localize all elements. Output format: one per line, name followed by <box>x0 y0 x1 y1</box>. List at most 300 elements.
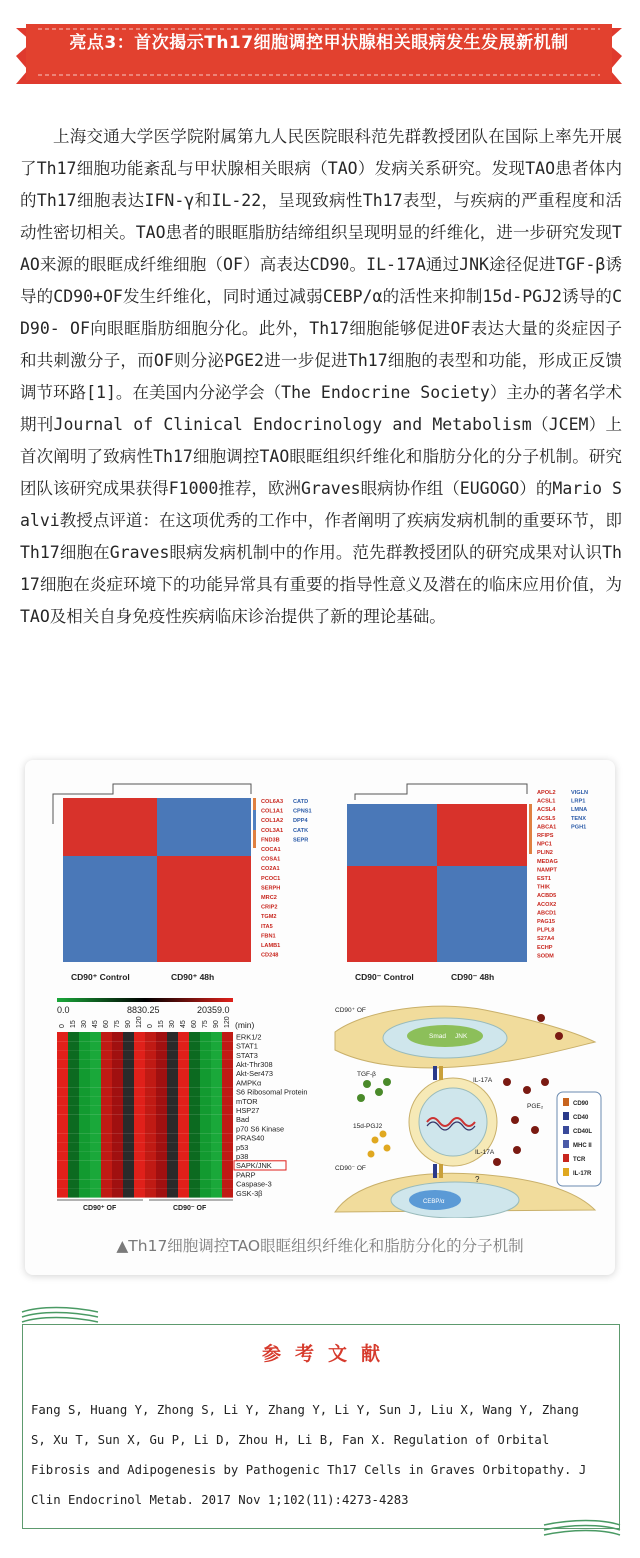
gene-label: ACSL1 <box>537 798 556 805</box>
heatmap-cell <box>222 1032 233 1041</box>
protein-label: p38 <box>236 1152 249 1161</box>
heatmap-cell <box>90 1179 101 1188</box>
protein-label: Bad <box>236 1115 250 1125</box>
heatmap-cell <box>189 1115 200 1124</box>
heatmap-cell <box>211 1124 222 1133</box>
heatmap-cell <box>90 1032 101 1041</box>
heatmap-cell <box>101 1161 112 1170</box>
heatmap-cell <box>156 1124 167 1133</box>
gene-label: PAG15 <box>537 919 555 925</box>
heatmap-cell <box>79 1032 90 1041</box>
section-banner <box>16 22 622 88</box>
heatmap-cell <box>79 1069 90 1078</box>
gene-label: ACOX2 <box>537 901 557 908</box>
time-label: 30 <box>169 1020 176 1028</box>
heatmap-cell <box>112 1060 123 1069</box>
heatmap-cell <box>134 1050 145 1059</box>
heatmap-cell <box>79 1142 90 1151</box>
heatmap-cell <box>101 1050 112 1059</box>
heatmap-cell <box>101 1188 112 1197</box>
heatmap-cell <box>134 1115 145 1124</box>
protein-label: SAPK/JNK <box>236 1161 272 1171</box>
heatmap-cell <box>90 1115 101 1124</box>
gene-label: LMNA <box>571 807 588 814</box>
heatmap-cell <box>200 1133 211 1142</box>
heatmap-cell <box>68 1060 79 1069</box>
legend-swatch <box>563 1154 569 1162</box>
heatmap-cell <box>79 1078 90 1087</box>
heatmap-cell <box>211 1170 222 1179</box>
heatmap-cell <box>101 1115 112 1124</box>
time-label: 45 <box>92 1020 99 1028</box>
gene-label: APOL2 <box>537 790 556 796</box>
heatmap-cell <box>156 1060 167 1069</box>
heatmap-cell <box>68 1124 79 1133</box>
heatmap-cell <box>167 1041 178 1050</box>
legend-swatch <box>563 1126 569 1134</box>
heatmap-cell <box>68 1069 79 1078</box>
heatmap-cell <box>79 1087 90 1096</box>
time-label: 90 <box>213 1020 220 1028</box>
heatmap-cell <box>134 1170 145 1179</box>
heatmap-cell <box>134 1078 145 1087</box>
heatmap-cell <box>57 1050 68 1059</box>
legend-label: MHC II <box>573 1143 592 1149</box>
heatmap-cell <box>134 1161 145 1170</box>
legend-swatch <box>563 1098 569 1106</box>
heatmap-cell <box>189 1133 200 1142</box>
gene-label: CATD <box>293 799 309 805</box>
heatmap-cell <box>167 1060 178 1069</box>
time-label: 60 <box>103 1020 110 1028</box>
heatmap-cell <box>123 1032 134 1041</box>
gene-label: FND3B <box>261 837 280 844</box>
heatmap-cell <box>112 1152 123 1161</box>
gene-label: RFIPS <box>537 833 554 839</box>
heatmap-cell <box>101 1096 112 1105</box>
heatmap-cell <box>178 1087 189 1096</box>
heatmap-cell <box>90 1069 101 1078</box>
legend-swatch <box>563 1112 569 1120</box>
heatmap-cell <box>200 1060 211 1069</box>
heatmap-cell <box>200 1087 211 1096</box>
heatmap-cell <box>112 1087 123 1096</box>
heatmap-cell <box>145 1161 156 1170</box>
heatmap-cell <box>57 1124 68 1133</box>
heatmap-cell <box>178 1133 189 1142</box>
heatmap-cell <box>134 1133 145 1142</box>
heatmap-cell <box>200 1124 211 1133</box>
heatmap-cell <box>112 1096 123 1105</box>
heatmap-cell <box>123 1078 134 1087</box>
protein-label: GSK-3β <box>236 1188 263 1198</box>
heatmap-cell <box>134 1179 145 1188</box>
heatmap-cell <box>112 1032 123 1041</box>
heatmap-cell <box>189 1188 200 1197</box>
heatmap-cell <box>211 1188 222 1197</box>
heatmap-cell <box>222 1087 233 1096</box>
time-label: 45 <box>180 1020 187 1028</box>
heatmap-cell <box>211 1096 222 1105</box>
heatmap-cell <box>222 1161 233 1170</box>
heatmap-cell <box>68 1161 79 1170</box>
heatmap-cell <box>123 1179 134 1188</box>
heatmap-cell <box>178 1161 189 1170</box>
heatmap-cell <box>134 1087 145 1096</box>
heatmap-cell <box>156 1170 167 1179</box>
gene-label: NAMPT <box>537 867 557 874</box>
heatmap-cell <box>200 1161 211 1170</box>
heatmap-cell <box>68 1050 79 1059</box>
heatmap-cell <box>134 1152 145 1161</box>
heatmap-cell <box>79 1041 90 1050</box>
heatmap-cell <box>123 1124 134 1133</box>
heatmap-cell <box>145 1133 156 1142</box>
heatmap-cell <box>79 1096 90 1105</box>
gene-label: COL1A2 <box>261 818 284 825</box>
heatmap-cell <box>79 1124 90 1133</box>
heatmap-cell <box>156 1152 167 1161</box>
heatmap-cell <box>79 1179 90 1188</box>
heatmap-cell <box>189 1161 200 1170</box>
heatmap-cell <box>101 1152 112 1161</box>
legend-swatch <box>563 1168 569 1176</box>
gene-label: COL1A1 <box>261 808 284 815</box>
heatmap-cell <box>134 1188 145 1197</box>
heatmap-cell <box>68 1087 79 1096</box>
heatmap-cell <box>112 1041 123 1050</box>
time-label: 15 <box>158 1020 165 1028</box>
heatmap-cell <box>211 1069 222 1078</box>
heatmap-cell <box>211 1078 222 1087</box>
heatmap-cell <box>57 1188 68 1197</box>
heatmap-cell <box>222 1096 233 1105</box>
heatmap-cell <box>200 1078 211 1087</box>
heatmap-cell <box>57 1142 68 1151</box>
gene-label: CRIP2 <box>261 904 278 911</box>
heatmap-cell <box>112 1124 123 1133</box>
gene-label: ACBD5 <box>537 893 557 900</box>
heatmap-cell <box>200 1188 211 1197</box>
heatmap-cell <box>189 1032 200 1041</box>
gene-label: PCOC1 <box>261 875 281 882</box>
gene-label: MEDAG <box>537 858 558 865</box>
heatmap-cell <box>156 1133 167 1142</box>
heatmap-cell <box>167 1115 178 1124</box>
heatmap-cell <box>189 1069 200 1078</box>
gene-label: COCA1 <box>261 847 281 853</box>
gene-label: LAMB1 <box>261 943 281 949</box>
heatmap-cell <box>222 1078 233 1087</box>
heatmap-cell <box>189 1050 200 1059</box>
protein-label: STAT1 <box>236 1041 258 1051</box>
heatmap-cell <box>79 1133 90 1142</box>
gene-label: PLIN2 <box>537 850 553 857</box>
heatmap-cell <box>101 1078 112 1087</box>
heatmap-cell <box>200 1032 211 1041</box>
heatmap-cell <box>189 1078 200 1087</box>
heatmap-cell <box>68 1106 79 1115</box>
heatmap-cell <box>112 1179 123 1188</box>
heatmap-cell <box>156 1106 167 1115</box>
time-label: 15 <box>70 1020 77 1028</box>
gene-label: SEPR <box>293 837 309 844</box>
figure-caption: ▲Th17细胞调控TAO眼眶组织纤维化和脂肪分化的分子机制 <box>116 1237 524 1255</box>
gene-label: ECHP <box>537 944 553 951</box>
smad-label: Smad <box>429 1033 446 1040</box>
heatmap-cell <box>200 1152 211 1161</box>
heatmap-cell <box>189 1041 200 1050</box>
heatmap-cell <box>167 1133 178 1142</box>
heatmap-cell <box>145 1142 156 1151</box>
figure-image <box>35 770 605 1218</box>
heatmap-cell <box>189 1179 200 1188</box>
heatmap-cell <box>189 1096 200 1105</box>
heatmap-cell <box>57 1133 68 1142</box>
protein-label: Akt-Thr308 <box>236 1060 273 1069</box>
heatmap-cell <box>68 1041 79 1050</box>
heatmap-cell <box>178 1078 189 1087</box>
gene-label: DPP4 <box>293 818 308 825</box>
heatmap-cell <box>222 1069 233 1078</box>
gene-label: ITA5 <box>261 923 273 930</box>
heatmap-cell <box>134 1032 145 1041</box>
legend-label: IL-17R <box>573 1171 592 1177</box>
heatmap-cell <box>222 1188 233 1197</box>
heatmap-cell <box>167 1124 178 1133</box>
gene-label: S27A4 <box>537 936 555 943</box>
protein-label: PRAS40 <box>236 1133 265 1143</box>
references-title: 参考文献 <box>261 1343 394 1365</box>
heatmap-cell <box>112 1069 123 1078</box>
ornament-bottom-right <box>542 1519 622 1541</box>
heatmap-cell <box>79 1050 90 1059</box>
il17a-label-1: IL-17A <box>473 1077 493 1084</box>
heatmap-cell <box>68 1115 79 1124</box>
heatmap-cell <box>178 1096 189 1105</box>
protein-label: PARP <box>236 1170 256 1180</box>
heatmap-cell <box>200 1115 211 1124</box>
figure-card <box>25 760 615 1275</box>
heatmap-cell <box>178 1041 189 1050</box>
heatmap-cell <box>90 1142 101 1151</box>
heatmap-cell <box>90 1106 101 1115</box>
protein-label: p53 <box>236 1142 249 1152</box>
protein-label: S6 Ribosomal Protein <box>236 1087 308 1097</box>
heatmap-cell <box>68 1133 79 1142</box>
heatmap-cell <box>222 1152 233 1161</box>
heatmap-cell <box>57 1087 68 1096</box>
heatmap-cell <box>222 1142 233 1151</box>
heatmap-cell <box>167 1152 178 1161</box>
top-cell-label: CD90⁺ OF <box>335 1007 366 1014</box>
heatmap-cell <box>134 1124 145 1133</box>
heatmap-cell <box>167 1069 178 1078</box>
heatmap-cell <box>68 1179 79 1188</box>
heatmap-cell <box>222 1124 233 1133</box>
heatmap-cell <box>79 1152 90 1161</box>
heatmap-cell <box>156 1087 167 1096</box>
heatmap-cell <box>123 1170 134 1179</box>
heatmap-cell <box>112 1115 123 1124</box>
heatmap-cell <box>211 1041 222 1050</box>
protein-label: ERK1/2 <box>236 1032 262 1042</box>
gene-label: ABCD1 <box>537 910 557 917</box>
heatmap-cell <box>123 1161 134 1170</box>
heatmap-cell <box>211 1179 222 1188</box>
heatmap-cell <box>200 1069 211 1078</box>
heatmap-cell <box>178 1142 189 1151</box>
heatmap-cell <box>123 1142 134 1151</box>
heatmap-time-course <box>57 998 307 1212</box>
heatmap-cell <box>211 1060 222 1069</box>
gene-label: CPNS1 <box>293 808 312 815</box>
heatmap-cell <box>134 1142 145 1151</box>
gene-label: COSA1 <box>261 856 281 863</box>
heatmap-cell <box>167 1032 178 1041</box>
gene-label: SODM <box>537 953 554 960</box>
protein-label: mTOR <box>236 1096 258 1106</box>
heatmap-cell <box>222 1050 233 1059</box>
heatmap-cell <box>123 1041 134 1050</box>
heatmap-cell <box>101 1124 112 1133</box>
heatmap-cell <box>145 1179 156 1188</box>
heatmap-cell <box>200 1041 211 1050</box>
heatmap-cell <box>57 1170 68 1179</box>
heatmap-cell <box>145 1096 156 1105</box>
gene-label: CD248 <box>261 952 279 959</box>
heatmap-cell <box>112 1078 123 1087</box>
protein-label: Akt-Ser473 <box>236 1069 273 1079</box>
heatmap-cell <box>211 1133 222 1142</box>
heatmap-cell <box>178 1170 189 1179</box>
gene-label: VIGLN <box>571 790 589 796</box>
heatmap-cell <box>90 1087 101 1096</box>
heatmap-cell <box>79 1170 90 1179</box>
heatmap-cell <box>57 1069 68 1078</box>
heatmap-cell <box>123 1115 134 1124</box>
heatmap-cell <box>57 1041 68 1050</box>
heatmap-cell <box>123 1188 134 1197</box>
heatmap-cell <box>57 1161 68 1170</box>
heatmap-cell <box>156 1050 167 1059</box>
heatmap-cell <box>211 1032 222 1041</box>
heatmap-cell <box>123 1069 134 1078</box>
heatmap-cell <box>90 1161 101 1170</box>
heatmap-cell <box>134 1106 145 1115</box>
heatmap-cell <box>167 1087 178 1096</box>
heatmap-cell <box>211 1115 222 1124</box>
heatmap-cell <box>112 1106 123 1115</box>
heatmap-cd90-negative <box>347 784 588 982</box>
heatmap-cell <box>123 1060 134 1069</box>
heatmap-cell <box>189 1152 200 1161</box>
heatmap-cell <box>134 1069 145 1078</box>
legend-label: TCR <box>573 1157 586 1163</box>
heatmap-cell <box>167 1179 178 1188</box>
time-label: 30 <box>81 1020 88 1028</box>
protein-label: Caspase-3 <box>236 1179 272 1189</box>
heatmap-cell <box>200 1050 211 1059</box>
scale-mid: 8830.25 <box>127 1005 160 1015</box>
heatmap-cell <box>167 1161 178 1170</box>
heatmap-cell <box>178 1115 189 1124</box>
heatmap-cell <box>101 1032 112 1041</box>
heatmap2-xlabel-2: CD90⁻ 48h <box>451 972 495 982</box>
heatmap-cell <box>145 1124 156 1133</box>
heatmap-cell <box>167 1188 178 1197</box>
heatmap1-xlabel-2: CD90⁺ 48h <box>171 972 215 982</box>
heatmap-cell <box>79 1161 90 1170</box>
heatmap-cell <box>90 1152 101 1161</box>
heatmap-cell <box>68 1188 79 1197</box>
heatmap-cell <box>167 1106 178 1115</box>
heatmap-cell <box>123 1050 134 1059</box>
heatmap-cell <box>68 1152 79 1161</box>
heatmap-cell <box>222 1106 233 1115</box>
heatmap-cell <box>112 1161 123 1170</box>
heatmap-cell <box>178 1188 189 1197</box>
gene-label: COL6A3 <box>261 799 284 805</box>
heatmap-cell <box>112 1050 123 1059</box>
mechanism-diagram <box>335 1006 601 1218</box>
heatmap-cell <box>200 1096 211 1105</box>
gene-label: MRC2 <box>261 895 277 901</box>
heatmap-cell <box>57 1152 68 1161</box>
heatmap-cell <box>145 1115 156 1124</box>
heatmap-cell <box>189 1060 200 1069</box>
gene-label: COL3A1 <box>261 827 284 834</box>
heatmap-cell <box>189 1087 200 1096</box>
heatmap-cell <box>123 1096 134 1105</box>
question-mark: ? <box>475 1175 480 1184</box>
heatmap-cell <box>90 1133 101 1142</box>
heatmap-cell <box>222 1041 233 1050</box>
heatmap-cell <box>167 1078 178 1087</box>
heatmap-cell <box>145 1041 156 1050</box>
heatmap-cell <box>189 1142 200 1151</box>
heatmap2-xlabel-1: CD90⁻ Control <box>355 972 414 982</box>
heatmap-cell <box>57 1179 68 1188</box>
heatmap-cell <box>167 1142 178 1151</box>
gene-label: TGM2 <box>261 914 277 921</box>
legend-label: CD40L <box>573 1129 593 1135</box>
heatmap-cell <box>90 1041 101 1050</box>
heatmap-cell <box>112 1170 123 1179</box>
heatmap-cell <box>145 1032 156 1041</box>
heatmap-cell <box>145 1060 156 1069</box>
heatmap-cd90-positive <box>53 784 312 982</box>
heatmap-cell <box>222 1170 233 1179</box>
gene-label: ABCA1 <box>537 824 557 831</box>
heatmap-cell <box>101 1179 112 1188</box>
heatmap-cell <box>156 1179 167 1188</box>
heatmap-cell <box>145 1087 156 1096</box>
heatmap-cell <box>200 1170 211 1179</box>
gene-label: FBN1 <box>261 933 276 940</box>
heatmap-cell <box>145 1106 156 1115</box>
heatmap-cell <box>79 1106 90 1115</box>
gene-label: TENX <box>571 815 586 822</box>
heatmap-cell <box>90 1050 101 1059</box>
heatmap-cell <box>211 1142 222 1151</box>
heatmap-cell <box>68 1078 79 1087</box>
legend-label: CD90 <box>573 1101 589 1107</box>
tgf-label: TGF-β <box>357 1071 376 1078</box>
heatmap-cell <box>178 1060 189 1069</box>
heatmap-cell <box>167 1170 178 1179</box>
heatmap-cell <box>222 1179 233 1188</box>
